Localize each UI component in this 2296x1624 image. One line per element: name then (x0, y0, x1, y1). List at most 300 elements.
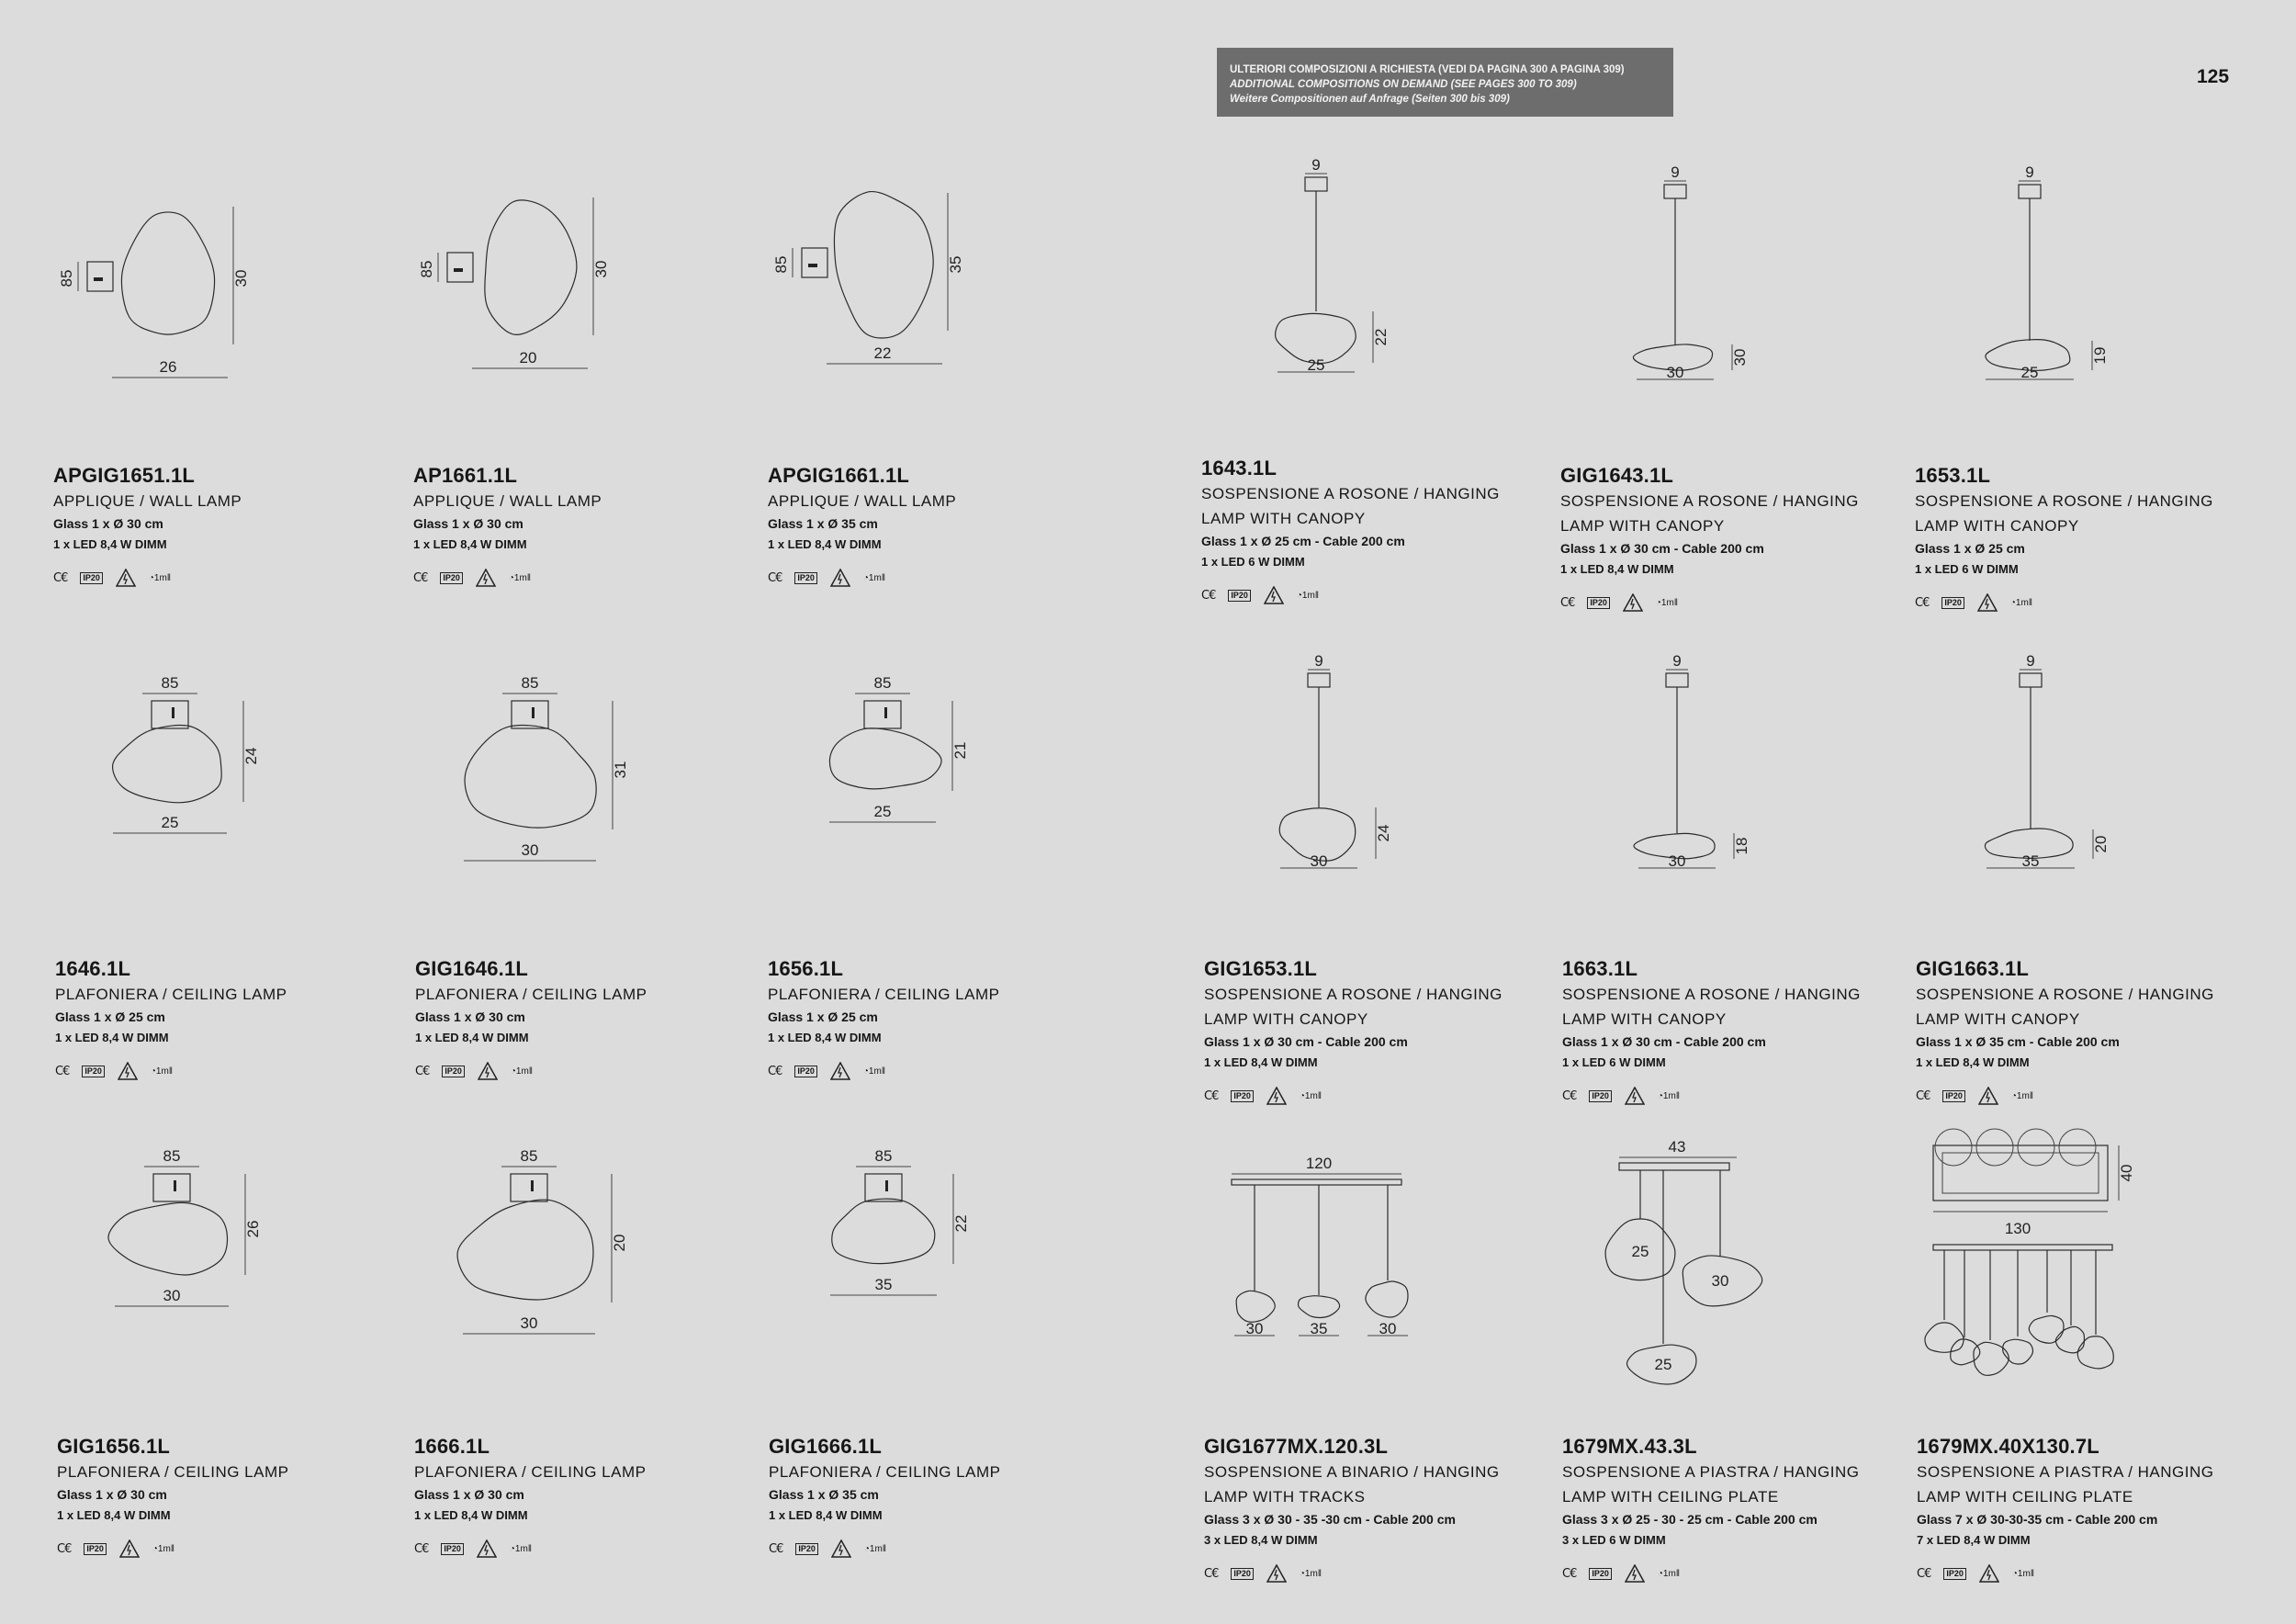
dimension-label: 25 (1631, 1243, 1649, 1260)
led-spec: 3 x LED 6 W DIMM (1562, 1533, 1666, 1547)
glass-spec: Glass 1 x Ø 25 cm (55, 1009, 165, 1024)
dimension-label: 30 (1379, 1320, 1397, 1337)
led-spec: 1 x LED 8,4 W DIMM (414, 1508, 528, 1522)
dimension-label: 26 (159, 358, 177, 376)
ip20-badge: IP20 (441, 1543, 464, 1555)
product-code: 1663.1L (1562, 957, 1638, 980)
ceiling-plate-top (1933, 1145, 2108, 1201)
distance-label: 1m (155, 1066, 169, 1077)
led-spec: 1 x LED 6 W DIMM (1201, 555, 1305, 569)
distance-bulb-icon: ◔1m‖ (1296, 590, 1319, 601)
warning-triangle-icon (1625, 1087, 1645, 1105)
dimension-label: 9 (1671, 164, 1680, 181)
ce-mark-icon: C€ (1201, 588, 1216, 603)
product-description-cont: LAMP WITH CANOPY (1562, 1010, 1727, 1028)
led-spec: 1 x LED 8,4 W DIMM (415, 1031, 529, 1044)
distance-label: 1m (157, 1543, 171, 1554)
glass-shade (457, 1200, 593, 1300)
product-code: GIG1646.1L (415, 957, 529, 980)
product-card (1915, 164, 2245, 613)
led-spec: 1 x LED 8,4 W DIMM (1204, 1055, 1318, 1069)
wall-mount (802, 248, 827, 277)
dimension-label: 22 (873, 344, 892, 362)
glass-spec: Glass 1 x Ø 30 cm (413, 516, 523, 531)
dimension-label: 85 (163, 1147, 181, 1165)
drawing-svg (413, 197, 643, 445)
banner-line-de: Weitere Compositionen auf Anfrage (Seiten 300 bis 309) (1230, 94, 1510, 105)
product-description: SOSPENSIONE A ROSONE / HANGING (1201, 485, 1500, 502)
product-code: GIG1663.1L (1916, 957, 2030, 980)
ce-mark-icon: C€ (768, 570, 782, 585)
banner-line-en: ADDITIONAL COMPOSITIONS ON DEMAND (SEE PAGES 300 TO 309) (1230, 79, 1577, 90)
product-code: 1643.1L (1201, 457, 1277, 479)
dimension-label: 30 (520, 1314, 538, 1332)
ip20-badge: IP20 (440, 572, 463, 584)
distance-label: 1m (2015, 597, 2029, 608)
dimension-label: 9 (1672, 652, 1682, 670)
product-description-cont: LAMP WITH CEILING PLATE (1562, 1488, 1779, 1506)
ce-mark-icon: C€ (1562, 1566, 1577, 1581)
glass-spec: Glass 1 x Ø 30 cm (414, 1487, 524, 1502)
product-card (415, 674, 746, 1081)
technical-drawing (768, 668, 997, 916)
distance-label: 1m (1662, 1568, 1676, 1579)
distance-label: 1m (1660, 597, 1674, 608)
led-marker (532, 707, 535, 718)
ip20-badge: IP20 (1231, 1090, 1254, 1102)
led-spec: 3 x LED 8,4 W DIMM (1204, 1533, 1318, 1547)
product-description: APPLIQUE / WALL LAMP (53, 492, 242, 510)
glass-spec: Glass 3 x Ø 25 - 30 - 25 cm - Cable 200 cm (1562, 1512, 1818, 1527)
ip20-badge: IP20 (80, 572, 103, 584)
warning-triangle-icon (1978, 1087, 1998, 1105)
ceiling-rose (2019, 185, 2041, 198)
ip20-badge: IP20 (442, 1066, 465, 1077)
product-description-cont: LAMP WITH CANOPY (1204, 1010, 1368, 1028)
ce-mark-icon: C€ (1916, 1088, 1930, 1103)
ceiling-canopy (153, 1174, 190, 1201)
dimension-label: 20 (2092, 835, 2110, 853)
dimension-label: 85 (418, 260, 435, 278)
warning-triangle-icon (1977, 593, 1998, 612)
distance-label: 1m (2017, 1568, 2031, 1579)
dimension-label: 18 (1733, 837, 1750, 855)
product-card (1916, 652, 2246, 1106)
dimension-label: 30 (1668, 852, 1686, 870)
product-code: GIG1677MX.120.3L (1204, 1435, 1389, 1458)
ce-mark-icon: C€ (413, 570, 428, 585)
distance-label: 1m (1304, 1090, 1318, 1101)
banner-line-it: ULTERIORI COMPOSIZIONI A RICHIESTA (VEDI DA PAGINA 300 A PAGINA 309) (1230, 64, 1625, 75)
ip20-badge: IP20 (1589, 1090, 1612, 1102)
product-card (55, 674, 386, 1081)
ce-mark-icon: C€ (769, 1541, 783, 1556)
glass-top-view (2018, 1129, 2054, 1166)
glass-shade (1951, 1339, 1980, 1365)
glass-shade (485, 200, 577, 334)
ip20-badge: IP20 (84, 1543, 107, 1555)
dimension-label: 9 (1314, 652, 1323, 670)
distance-bulb-icon: ◔1m‖ (2009, 597, 2032, 608)
distance-label: 1m (2016, 1090, 2030, 1101)
certification-icons (768, 568, 1098, 588)
glass-top-view (1976, 1129, 2013, 1166)
led-spec: 1 x LED 8,4 W DIMM (1560, 562, 1674, 576)
ip20-badge: IP20 (1943, 1568, 1966, 1580)
glass-shade (2055, 1326, 2084, 1352)
ce-mark-icon: C€ (1560, 595, 1575, 610)
distance-bulb-icon: ◔1m‖ (1657, 1568, 1680, 1579)
distance-label: 1m (868, 572, 882, 583)
dimension-label: 31 (612, 761, 629, 779)
certification-icons (1915, 592, 2245, 613)
glass-spec: Glass 1 x Ø 30 cm (415, 1009, 525, 1024)
dimension-label: 30 (1711, 1272, 1729, 1290)
ceiling-rose (1664, 185, 1686, 198)
product-description: PLAFONIERA / CEILING LAMP (414, 1463, 647, 1481)
ip20-badge: IP20 (1589, 1568, 1612, 1580)
technical-drawing (415, 668, 645, 916)
product-description: APPLIQUE / WALL LAMP (413, 492, 602, 510)
certification-icons (1560, 592, 1891, 613)
led-marker (172, 707, 174, 718)
dimension-label: 35 (2021, 852, 2040, 870)
glass-shade (1236, 1291, 1275, 1322)
glass-spec: Glass 1 x Ø 30 cm (57, 1487, 167, 1502)
led-marker (531, 1180, 534, 1191)
product-description: APPLIQUE / WALL LAMP (768, 492, 957, 510)
ceiling-canopy (152, 701, 188, 728)
glass-spec: Glass 3 x Ø 30 - 35 -30 cm - Cable 200 cm (1204, 1512, 1456, 1527)
dimension-label: 20 (611, 1234, 628, 1252)
distance-label: 1m (1304, 1568, 1318, 1579)
drawing-svg (768, 193, 997, 441)
warning-triangle-icon (478, 1062, 498, 1080)
certification-icons (415, 1061, 746, 1081)
dimension-label: 21 (951, 741, 969, 760)
distance-bulb-icon: ◔1m‖ (509, 1543, 532, 1554)
glass-shade (829, 728, 941, 789)
ceiling-plate (1619, 1163, 1729, 1170)
technical-drawing (1917, 1127, 2146, 1375)
warning-triangle-icon (1264, 586, 1284, 604)
dimension-label: 30 (1245, 1320, 1264, 1337)
drawing-svg (768, 668, 997, 916)
ce-mark-icon: C€ (414, 1541, 429, 1556)
ce-mark-icon: C€ (1204, 1088, 1219, 1103)
glass-shade (465, 726, 596, 829)
product-description-cont: LAMP WITH CEILING PLATE (1917, 1488, 2133, 1506)
warning-triangle-icon (116, 569, 136, 587)
certification-icons (55, 1061, 386, 1081)
product-description: PLAFONIERA / CEILING LAMP (415, 986, 647, 1003)
warning-triangle-icon (831, 1539, 851, 1558)
certification-icons (1201, 585, 1532, 605)
led-spec: 1 x LED 8,4 W DIMM (53, 537, 167, 551)
technical-drawing (1562, 649, 1792, 897)
dimension-label: 85 (873, 674, 892, 692)
certification-icons (57, 1539, 388, 1559)
ip20-badge: IP20 (1941, 597, 1964, 609)
led-marker (885, 1180, 888, 1191)
dimension-label: 130 (2004, 1220, 2032, 1237)
distance-label: 1m (1301, 590, 1315, 601)
warning-triangle-icon (830, 1062, 850, 1080)
product-card (1201, 156, 1532, 605)
dimension-label: 9 (2026, 652, 2035, 670)
ce-mark-icon: C€ (1204, 1566, 1219, 1581)
dimension-label: 24 (242, 747, 260, 765)
glass-spec: Glass 1 x Ø 30 cm - Cable 200 cm (1204, 1034, 1408, 1049)
product-description: SOSPENSIONE A PIASTRA / HANGING (1562, 1463, 1860, 1481)
technical-drawing (1204, 1141, 1434, 1389)
dimension-label: 25 (161, 814, 179, 831)
drawing-svg (1916, 649, 2145, 897)
technical-drawing (414, 1141, 644, 1389)
drawing-svg (1560, 161, 1790, 409)
dimension-label: 85 (58, 269, 75, 288)
led-spec: 1 x LED 8,4 W DIMM (768, 537, 882, 551)
distance-bulb-icon: ◔1m‖ (510, 1066, 533, 1077)
ce-mark-icon: C€ (1917, 1566, 1931, 1581)
dimension-label: 35 (874, 1276, 893, 1293)
dimension-label: 25 (873, 803, 892, 820)
certification-icons (768, 1061, 1098, 1081)
product-description-cont: LAMP WITH CANOPY (1915, 517, 2079, 535)
track-rail (1232, 1179, 1401, 1185)
warning-triangle-icon (119, 1539, 140, 1558)
glass-shade (834, 192, 933, 338)
product-description: SOSPENSIONE A ROSONE / HANGING (1560, 492, 1859, 510)
product-card (1562, 1138, 1893, 1584)
led-spec: 1 x LED 8,4 W DIMM (413, 537, 527, 551)
product-description: SOSPENSIONE A ROSONE / HANGING (1916, 986, 2214, 1003)
product-card (414, 1147, 745, 1559)
glass-spec: Glass 1 x Ø 30 cm (53, 516, 163, 531)
distance-bulb-icon: ◔1m‖ (862, 1066, 885, 1077)
warning-triangle-icon (1623, 593, 1643, 612)
glass-spec: Glass 1 x Ø 30 cm - Cable 200 cm (1562, 1034, 1766, 1049)
led-marker (174, 1180, 176, 1191)
product-description: PLAFONIERA / CEILING LAMP (768, 986, 1000, 1003)
drawing-svg (1917, 1127, 2146, 1375)
glass-spec: Glass 1 x Ø 25 cm (1915, 541, 2025, 556)
led-marker (808, 264, 817, 267)
product-description: SOSPENSIONE A ROSONE / HANGING (1562, 986, 1861, 1003)
distance-bulb-icon: ◔1m‖ (2011, 1568, 2034, 1579)
product-card (53, 269, 384, 588)
warning-triangle-icon (477, 1539, 497, 1558)
certification-icons (769, 1539, 1099, 1559)
product-code: 1653.1L (1915, 464, 1991, 487)
led-spec: 7 x LED 8,4 W DIMM (1917, 1533, 2031, 1547)
ce-mark-icon: C€ (1915, 595, 1930, 610)
led-marker (94, 277, 103, 281)
product-card (1204, 1155, 1535, 1584)
distance-bulb-icon: ◔1m‖ (152, 1543, 174, 1554)
dimension-label: 22 (1372, 328, 1390, 346)
product-description: PLAFONIERA / CEILING LAMP (57, 1463, 289, 1481)
ceiling-canopy (865, 1174, 902, 1201)
product-code: GIG1656.1L (57, 1435, 171, 1458)
distance-label: 1m (868, 1066, 882, 1077)
product-description: PLAFONIERA / CEILING LAMP (55, 986, 287, 1003)
led-spec: 1 x LED 8,4 W DIMM (769, 1508, 883, 1522)
ip20-badge: IP20 (1228, 590, 1251, 602)
dimension-label: 30 (163, 1287, 181, 1304)
led-spec: 1 x LED 6 W DIMM (1915, 562, 2019, 576)
distance-label: 1m (1662, 1090, 1676, 1101)
drawing-svg (1204, 649, 1434, 897)
ceiling-rose (1308, 673, 1330, 687)
distance-bulb-icon: ◔1m‖ (150, 1066, 173, 1077)
distance-bulb-icon: ◔1m‖ (2010, 1090, 2033, 1101)
technical-drawing (57, 1141, 287, 1389)
certification-icons (1562, 1086, 1893, 1106)
distance-bulb-icon: ◔1m‖ (1657, 1090, 1680, 1101)
technical-drawing (1201, 153, 1431, 401)
drawing-svg (414, 1141, 644, 1389)
product-code: APGIG1661.1L (768, 464, 910, 487)
glass-shade (1974, 1342, 2009, 1375)
drawing-svg (415, 668, 645, 916)
dimension-label: 19 (2091, 346, 2109, 365)
glass-shade (2029, 1315, 2064, 1343)
product-card (769, 1147, 1099, 1559)
product-description: SOSPENSIONE A ROSONE / HANGING (1915, 492, 2213, 510)
technical-drawing (1915, 161, 2144, 409)
distance-bulb-icon: ◔1m‖ (862, 572, 885, 583)
product-description: SOSPENSIONE A PIASTRA / HANGING (1917, 1463, 2214, 1481)
ip20-badge: IP20 (794, 1066, 817, 1077)
product-card (1917, 1164, 2247, 1584)
product-card (768, 674, 1098, 1081)
technical-drawing (53, 207, 283, 455)
distance-bulb-icon: ◔1m‖ (1655, 597, 1678, 608)
glass-spec: Glass 1 x Ø 30 cm - Cable 200 cm (1560, 541, 1764, 556)
product-code: 1666.1L (414, 1435, 490, 1458)
distance-bulb-icon: ◔1m‖ (508, 572, 531, 583)
glass-shade (1298, 1296, 1339, 1318)
compositions-banner (1217, 48, 1673, 117)
ceiling-rose (2020, 673, 2042, 687)
dimension-label: 25 (2020, 364, 2039, 381)
technical-drawing (1204, 649, 1434, 897)
drawing-svg (55, 668, 285, 916)
product-description-cont: LAMP WITH CANOPY (1560, 517, 1725, 535)
glass-spec: Glass 1 x Ø 25 cm - Cable 200 cm (1201, 534, 1405, 548)
dimension-label: 25 (1654, 1356, 1672, 1373)
product-description-cont: LAMP WITH CANOPY (1916, 1010, 2080, 1028)
ip20-badge: IP20 (1587, 597, 1610, 609)
certification-icons (1204, 1086, 1535, 1106)
dimension-label: 30 (232, 269, 250, 288)
led-spec: 1 x LED 8,4 W DIMM (55, 1031, 169, 1044)
distance-label: 1m (513, 572, 527, 583)
glass-shade (1366, 1281, 1408, 1317)
dimension-label: 85 (772, 255, 790, 274)
warning-triangle-icon (1266, 1564, 1287, 1583)
product-description-cont: LAMP WITH TRACKS (1204, 1488, 1366, 1506)
warning-triangle-icon (1266, 1087, 1287, 1105)
ce-mark-icon: C€ (415, 1064, 430, 1078)
wall-mount (87, 262, 113, 291)
drawing-svg (1204, 1141, 1434, 1389)
technical-drawing (1562, 1132, 1792, 1380)
glass-shade (113, 726, 222, 803)
technical-drawing (413, 197, 643, 445)
certification-icons (1917, 1563, 2247, 1584)
distance-label: 1m (515, 1066, 529, 1077)
glass-shade (2077, 1336, 2113, 1369)
distance-label: 1m (514, 1543, 528, 1554)
ce-mark-icon: C€ (53, 570, 68, 585)
ip20-badge: IP20 (794, 572, 817, 584)
ce-mark-icon: C€ (57, 1541, 72, 1556)
product-code: GIG1653.1L (1204, 957, 1318, 980)
glass-spec: Glass 7 x Ø 30-30-35 cm - Cable 200 cm (1917, 1512, 2158, 1527)
ip20-badge: IP20 (1942, 1090, 1965, 1102)
ceiling-plate-inner (1942, 1153, 2099, 1193)
distance-bulb-icon: ◔1m‖ (148, 572, 171, 583)
drawing-svg (1562, 1132, 1792, 1380)
distance-bulb-icon: ◔1m‖ (863, 1543, 886, 1554)
dimension-label: 35 (947, 255, 964, 274)
product-card (768, 255, 1098, 588)
dimension-label: 20 (519, 349, 537, 367)
drawing-svg (57, 1141, 287, 1389)
glass-shade (1925, 1323, 1964, 1352)
drawing-svg (1915, 161, 2144, 409)
glass-shade (121, 212, 214, 334)
wall-mount (447, 253, 473, 282)
dimension-label: 85 (161, 674, 179, 692)
dimension-label: 120 (1305, 1155, 1333, 1172)
technical-drawing (1916, 649, 2145, 897)
ceiling-canopy (511, 1174, 547, 1201)
glass-shade (2003, 1339, 2033, 1364)
dimension-label: 30 (592, 260, 610, 278)
ce-mark-icon: C€ (55, 1064, 70, 1078)
ip20-badge: IP20 (1231, 1568, 1254, 1580)
dimension-label: 25 (1307, 356, 1325, 374)
product-description: PLAFONIERA / CEILING LAMP (769, 1463, 1001, 1481)
product-code: AP1661.1L (413, 464, 518, 487)
certification-icons (413, 568, 744, 588)
distance-bulb-icon: ◔1m‖ (1299, 1090, 1322, 1101)
product-card (1562, 652, 1893, 1106)
glass-spec: Glass 1 x Ø 35 cm - Cable 200 cm (1916, 1034, 2120, 1049)
distance-label: 1m (869, 1543, 883, 1554)
led-spec: 1 x LED 8,4 W DIMM (768, 1031, 882, 1044)
product-card (1560, 164, 1891, 613)
ip20-badge: IP20 (82, 1066, 105, 1077)
dimension-label: 40 (2118, 1164, 2135, 1182)
warning-triangle-icon (830, 569, 850, 587)
product-code: APGIG1651.1L (53, 464, 196, 487)
technical-drawing (55, 668, 285, 916)
certification-icons (1204, 1563, 1535, 1584)
product-code: 1656.1L (768, 957, 844, 980)
glass-shade (108, 1202, 228, 1275)
dimension-label: 9 (1311, 156, 1321, 174)
product-code: GIG1643.1L (1560, 464, 1674, 487)
glass-spec: Glass 1 x Ø 25 cm (768, 1009, 878, 1024)
dimension-label: 24 (1375, 824, 1392, 842)
product-description-cont: LAMP WITH CANOPY (1201, 510, 1366, 527)
dimension-label: 35 (1310, 1320, 1328, 1337)
product-card (413, 260, 744, 588)
